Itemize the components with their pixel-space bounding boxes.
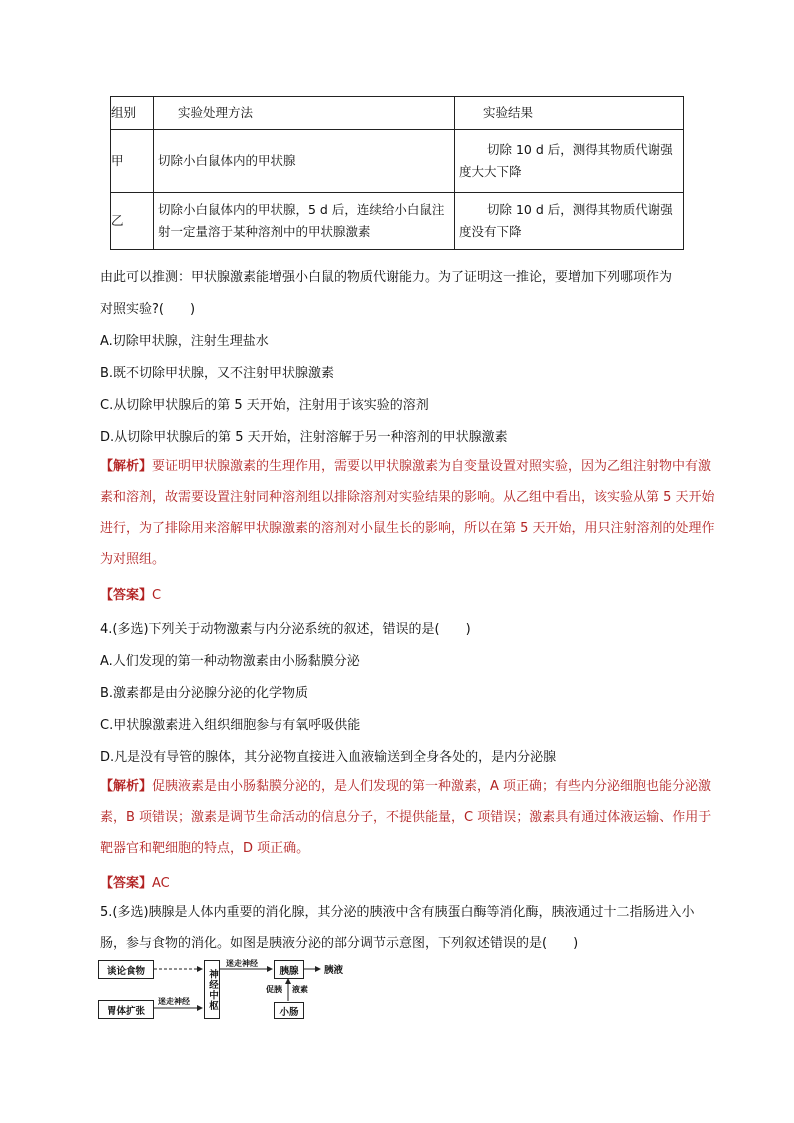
table-header-row [111,97,684,130]
analysis-tag: 【解析】 [100,459,153,474]
analysis-text: 要证明甲状腺激素的生理作用，需要以甲状腺激素为自变量设置对照实验，因为乙组注射物中有激素和溶剂，故需要设置注射同种溶剂组以排除溶剂对实验结果的影响。从乙组中看出，该实验从第 5 天开始进行，为了排除用来溶解甲状腺激素的溶剂对小鼠生长的影响，所以在第 5 天开始，用只注射溶剂的处理作为对照组。 [100,459,715,567]
table-row [111,193,684,250]
label-vagus-bottom: 迷走神经 [158,997,190,1006]
q3-option-d: D.从切除甲状腺后的第 5 天开始，注射溶解于另一种溶剂的甲状腺激素 [100,430,508,445]
analysis-tag: 【解析】 [100,779,153,794]
cell-method: 切除小白鼠体内的甲状腺，5 d 后，连续给小白鼠注射一定量溶于某种溶剂中的甲状腺激素 [154,193,455,250]
q3-stem-line2: 对照实验?( ) [100,302,196,317]
q4-stem: 4.(多选)下列关于动物激素与内分泌系统的叙述，错误的是( ) [100,622,471,637]
q3-analysis [100,451,720,575]
box-pancreas: 胰腺 [274,960,304,979]
pancreas-regulation-diagram [98,958,358,1022]
q5-stem: 5.(多选)胰腺是人体内重要的消化腺，其分泌的胰液中含有胰蛋白酶等消化酶，胰液通过十二指肠进入小肠，参与食物的消化。如图是胰液分泌的部分调节示意图，下列叙述错误的是( ) [100,905,695,951]
label-secretin-right: 液素 [292,985,308,994]
table-row [111,130,684,193]
header-method: 实验处理方法 [154,97,455,130]
cell-group: 甲 [111,130,154,193]
answer-text: C [152,588,162,603]
cell-result: 切除 10 d 后，测得其物质代谢强度没有下降 [455,193,684,250]
q3-stem-line1: 由此可以推测：甲状腺激素能增强小白鼠的物质代谢能力。为了证明这一推论，要增加下列哪项作为 [100,270,673,285]
q3-answer [100,584,161,603]
q4-analysis [100,771,720,864]
q3-option-c: C.从切除甲状腺后的第 5 天开始，注射用于该实验的溶剂 [100,398,429,413]
box-talk-food: 谈论食物 [98,960,154,979]
q4-option-c: C.甲状腺激素进入组织细胞参与有氧呼吸供能 [100,718,361,733]
q4-option-d: D.凡是没有导管的腺体，其分泌物直接进入血液输送到全身各处的，是内分泌腺 [100,750,557,765]
cell-method: 切除小白鼠体内的甲状腺 [154,130,455,193]
answer-tag: 【答案】 [100,588,153,603]
q4-answer [100,872,170,891]
box-nerve-center: 神经中枢 [204,960,220,1019]
q3-option-a: A.切除甲状腺，注射生理盐水 [100,334,269,349]
q4-option-b: B.激素都是由分泌腺分泌的化学物质 [100,686,309,701]
analysis-text: 促胰液素是由小肠黏膜分泌的，是人们发现的第一种激素，A 项正确；有些内分泌细胞也能分泌激素，B 项错误；激素是调节生命活动的信息分子，不提供能量，C 项错误；激素具有通过体液运输、作用于靶器官和靶细胞的特点，D 项正确。 [100,779,712,856]
cell-result: 切除 10 d 后，测得其物质代谢强度大大下降 [455,130,684,193]
answer-tag: 【答案】 [100,876,153,891]
header-result: 实验结果 [455,97,684,130]
cell-group: 乙 [111,193,154,250]
q3-option-b: B.既不切除甲状腺，又不注射甲状腺激素 [100,366,335,381]
box-intestine: 小肠 [274,1002,304,1019]
experiment-table [110,96,684,250]
label-vagus-top: 迷走神经 [226,959,258,968]
box-stomach: 胃体扩张 [98,1000,154,1019]
label-secretin-left: 促胰 [266,985,282,994]
label-pancreatic-juice: 胰液 [324,965,344,976]
answer-text: AC [152,876,170,891]
header-group: 组别 [111,97,154,130]
q4-option-a: A.人们发现的第一种动物激素由小肠黏膜分泌 [100,654,360,669]
